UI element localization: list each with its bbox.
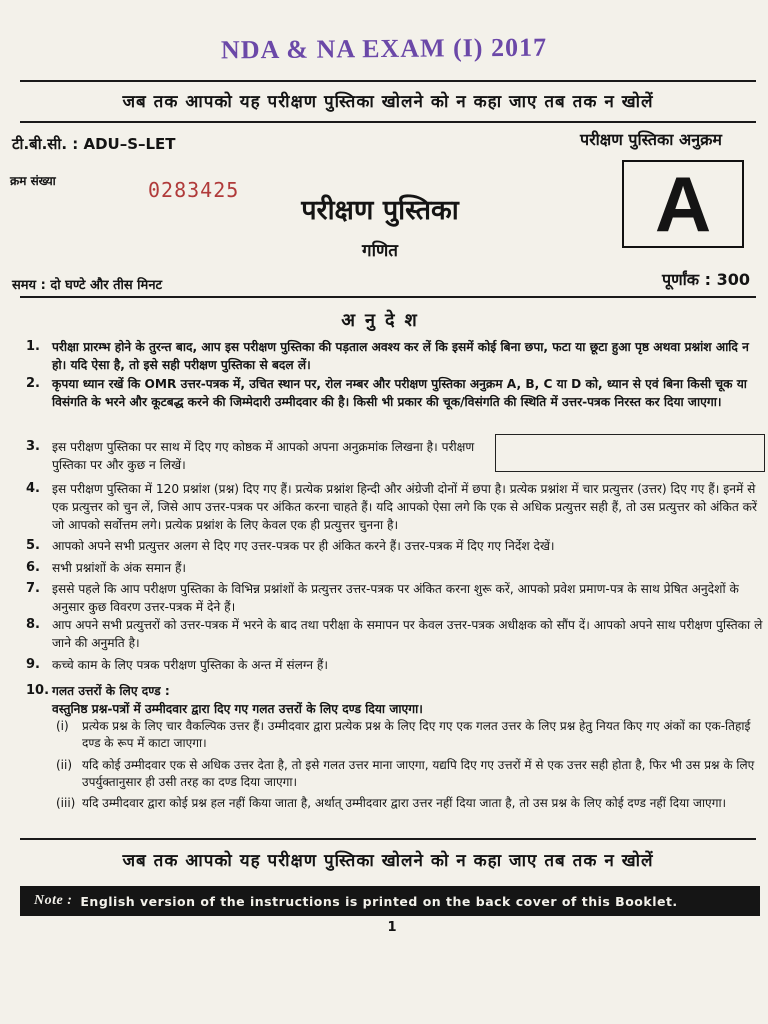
instruction-number: 3. — [26, 439, 40, 454]
note-bar — [20, 886, 760, 916]
penalty-item-2 — [56, 757, 768, 791]
instruction-number: 5. — [26, 538, 40, 553]
instruction-4 — [26, 480, 766, 534]
instruction-text: इससे पहले कि आप परीक्षण पुस्तिका के विभिन्न प्रश्नांशों के प्रत्युत्तर उत्तर-पत्रक पर अंकित करना शुरू करें, आपको प्रवेश प्रमाण-पत्र के साथ प्रेषित अनुदेशों के अनुसार कुछ विवरण उत्तर-पत्रक में देने हैं। — [52, 582, 739, 614]
instruction-text: इस परीक्षण पुस्तिका पर साथ में दिए गए कोष्ठक में आपको अपना अनुक्रमांक लिखना है। परीक्षण पुस्तिका पर और कुछ न लिखें। — [52, 440, 475, 472]
instruction-7 — [26, 580, 766, 616]
instruction-1 — [26, 338, 766, 374]
penalty-intro — [52, 700, 766, 718]
instruction-text: कच्चे काम के लिए पत्रक परीक्षण पुस्तिका के अन्त में संलग्न हैं। — [52, 658, 328, 672]
page-number: 1 — [387, 920, 397, 935]
instruction-number: 7. — [26, 581, 40, 596]
serial-label: क्रम संख्या — [10, 174, 56, 188]
instruction-number: 8. — [26, 617, 40, 632]
instruction-text: इस परीक्षण पुस्तिका में 120 प्रश्नांश (प्रश्न) दिए गए हैं। प्रत्येक प्रश्नांश हिन्दी और अंग्रेजी दोनों में छपा है। प्रत्येक प्रश्नांश में चार प्रत्युत्तर (उत्तर) दिए गए हैं। इनमें से एक प्रत्युत्तर को चुन लें, जिसे आप उत्तर-पत्रक पर अंकित करना चाहते हैं। यदि आपको ऐसा लगे कि एक से अधिक प्रत्युत्तर सही हैं, तो उस प्रत्युत्तर को अंकित करें जो आपको सर्वोत्तम लगे। प्रत्येक प्रश्नांश के लिए केवल एक ही प्रत्युत्तर चुनना है। — [52, 482, 757, 532]
booklet-series-letter: A — [654, 160, 712, 248]
instruction-6 — [26, 559, 766, 577]
penalty-number: (i) — [56, 719, 69, 733]
instruction-text: कृपया ध्यान रखें कि OMR उत्तर-पत्रक में, उचित स्थान पर, रोल नम्बर और परीक्षण पुस्तिका अनुक्रम A, B, C या D को, ध्यान से एवं बिना किसी चूक या विसंगति के भरने और कूटबद्ध करने की जिम्मेदारी उम्मीदवार की है। किसी भी प्रकार की चूक/विसंगति की स्थिति में उत्तर-पत्रक निरस्त कर दिया जाएगा। — [52, 377, 747, 409]
tbc-code: टी.बी.सी. : ADU–S–LET — [12, 135, 176, 153]
penalty-text: यदि कोई उम्मीदवार एक से अधिक उत्तर देता है, तो इसे गलत उत्तर माना जाएगा, यद्यपि दिए गए उत्तरों में से एक उत्तर सही होता है, फिर भी उस प्रश्न के लिए उपर्युक्तानुसार ही उसी तरह का दण्ड दिया जाएगा। — [82, 758, 755, 789]
instructions-heading: अनुदेश — [341, 310, 427, 331]
penalty-number: (ii) — [56, 758, 73, 772]
serial-number: 0283425 — [148, 178, 240, 202]
instruction-number: 2. — [26, 376, 40, 391]
penalty-text: प्रत्येक प्रश्न के लिए चार वैकल्पिक उत्तर हैं। उम्मीदवार द्वारा प्रत्येक प्रश्न के लिए दिए गए एक गलत उत्तर के लिए प्रश्न हेतु नियत किए गए अंकों का एक-तिहाई दण्ड के रूप में काटा जाएगा। — [82, 719, 751, 750]
header-rule — [20, 121, 756, 123]
penalty-text: यदि उम्मीदवार द्वारा कोई प्रश्न हल नहीं किया जाता है, अर्थात् उम्मीदवार द्वारा उत्तर नहीं दिया जाता है, तो उस प्रश्न के लिए कोई दण्ड नहीं दिया जाएगा। — [82, 796, 727, 810]
instruction-3 — [26, 438, 496, 474]
roll-number-box[interactable] — [495, 434, 765, 472]
instruction-text: सभी प्रश्नांशों के अंक समान हैं। — [52, 561, 187, 575]
instruction-number: 4. — [26, 481, 40, 496]
instruction-number: 9. — [26, 657, 40, 672]
note-label: Note : — [34, 893, 73, 908]
penalty-number: (iii) — [56, 796, 76, 810]
top-rule — [20, 80, 756, 82]
note-text: English version of the instructions is printed on the back cover of this Booklet. — [80, 893, 678, 909]
instruction-text: आपको अपने सभी प्रत्युत्तर अलग से दिए गए उत्तर-पत्रक पर ही अंकित करने हैं। उत्तर-पत्रक में दिए गए निर्देश देखें। — [52, 539, 555, 553]
booklet-title: परीक्षण पुस्तिका — [301, 195, 459, 226]
bottom-warning-banner: जब तक आपको यह परीक्षण पुस्तिका खोलने को न कहा जाए तब तक न खोलें — [122, 851, 654, 871]
instruction-10 — [26, 682, 766, 700]
penalty-item-1 — [56, 718, 768, 752]
instruction-5 — [26, 537, 766, 555]
info-rule — [20, 296, 756, 298]
instruction-text: आप अपने सभी प्रत्युत्तरों को उत्तर-पत्रक में भरने के बाद तथा परीक्षा के समापन पर केवल उत्तर-पत्रक अधीक्षक को सौंप दें। आपको अपने साथ परीक्षण पुस्तिका ले जाने की अनुमति है। — [52, 618, 763, 650]
penalty-item-3 — [56, 795, 768, 812]
instruction-number: 10. — [26, 683, 50, 698]
top-warning-banner: जब तक आपको यह परीक्षण पुस्तिका खोलने को न कहा जाए तब तक न खोलें — [122, 92, 654, 112]
time-allowed: समय : दो घण्टे और तीस मिनट — [12, 278, 163, 293]
booklet-series-label: परीक्षण पुस्तिका अनुक्रम — [580, 130, 722, 149]
instruction-text: परीक्षा प्रारम्भ होने के तुरन्त बाद, आप इस परीक्षण पुस्तिका की पड़ताल अवश्य कर लें कि इसमें कोई बिना छपा, फटा या छूटा हुआ पृष्ठ अथवा प्रश्नांश आदि न हो। यदि ऐसा है, तो इसे सही परीक्षण पुस्तिका से बदल लें। — [52, 340, 749, 372]
instruction-text: गलत उत्तरों के लिए दण्ड : — [52, 684, 170, 698]
bottom-rule — [20, 838, 756, 840]
instruction-8 — [26, 616, 766, 652]
maximum-marks: पूर्णांक : 300 — [662, 270, 751, 289]
penalty-intro-text: वस्तुनिष्ठ प्रश्न-पत्रों में उम्मीदवार द्वारा दिए गए गलत उत्तरों के लिए दण्ड दिया जाएगा। — [52, 702, 423, 716]
instruction-2 — [26, 375, 766, 411]
instruction-9 — [26, 656, 766, 674]
exam-stamp: NDA & NA EXAM (I) 2017 — [220, 32, 548, 65]
instruction-number: 6. — [26, 560, 40, 575]
subject-name: गणित — [362, 241, 398, 261]
instruction-number: 1. — [26, 339, 40, 354]
